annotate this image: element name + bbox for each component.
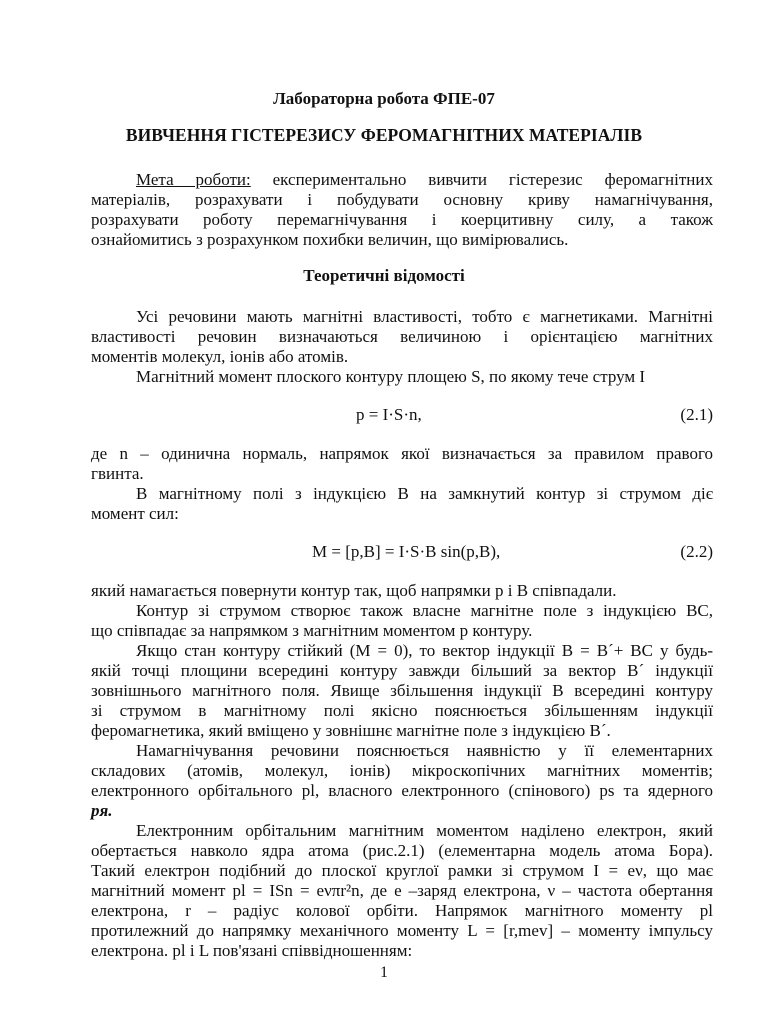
p3-line-1: В магнітному полі з індукцією B на замкнутий контур зі струмом діє: [136, 484, 713, 503]
p6-line-2: складових (атомів, молекул, іонів) мікроскопічних магнітних моментів;: [91, 761, 713, 780]
p1-line-2: властивості речовин визначаються величиною і орієнтацією магнітних: [91, 327, 713, 346]
after-eq1-line-1: де n – одинична нормаль, напрямок якої визначається за правилом правого: [91, 444, 713, 463]
aim-line-3: розрахувати роботу перемагнічування і коерцитивну силу, а також: [91, 210, 713, 229]
equation-2-2: M = [p,B] = I·S·B sin(p,B),: [312, 542, 501, 561]
p4-line-2: що співпадає за напрямком з магнітним моментом p контуру.: [91, 621, 533, 640]
p7-line-5: електрона, r – радіус колової орбіти. Напрямок магнітного моменту pl: [91, 901, 713, 920]
section-heading: Теоретичні відомості: [303, 266, 465, 285]
lab-title: Лабораторна робота ФПЕ-07: [273, 89, 495, 108]
aim-line-4: ознайомитись з розрахунком похибки величин, що вимірювались.: [91, 230, 569, 249]
p6-line-4: pя.: [91, 801, 113, 820]
p7-line-3: Такий електрон подібний до плоскої круглої рамки зі струмом I = eν, що має: [91, 861, 713, 880]
aim-line-2: матеріалів, розрахувати і побудувати основну криву намагнічування,: [91, 190, 713, 209]
after-eq1-line-2: гвинта.: [91, 464, 144, 483]
p1-line-1: Усі речовини мають магнітні властивості, тобто є магнетиками. Магнітні: [136, 307, 713, 326]
p5-line-4: зі струмом в магнітному полі якісно пояснюється збільшенням індукції: [91, 701, 713, 720]
aim-line-1: Мета роботи: експериментально вивчити гістерезис феромагнітних: [136, 170, 713, 189]
p5-line-2: якій точці площини всередині контуру завжди більший за вектор B´ індукції: [91, 661, 713, 680]
equation-2-1: p = I·S·n,: [356, 405, 422, 424]
p7-line-2: обертається навколо ядра атома (рис.2.1) (елементарна модель атома Бора).: [91, 841, 713, 860]
p1-line-3: моментів молекул, іонів або атомів.: [91, 347, 349, 366]
p2-line: Магнітний момент плоского контуру площею S, по якому тече струм I: [136, 367, 646, 386]
after-eq2-line: який намагається повернути контур так, щоб напрямки p і B співпадали.: [91, 581, 617, 600]
equation-2-1-number: (2.1): [680, 405, 713, 424]
aim-label: Мета роботи:: [136, 170, 251, 189]
p5-line-5: феромагнетика, який вміщено у зовнішнє магнітне поле з індукцією B´.: [91, 721, 611, 740]
equation-2-2-number: (2.2): [680, 542, 713, 561]
p6-line-3: електронного орбітального pl, власного електронного (спінового) ps та ядерного: [91, 781, 713, 800]
document-heading: ВИВЧЕННЯ ГІСТЕРЕЗИСУ ФЕРОМАГНІТНИХ МАТЕРІАЛІВ: [125, 125, 643, 145]
p7-line-7: електрона. pl і L пов'язані співвідношенням:: [91, 941, 413, 960]
p5-line-3: зовнішнього магнітного поля. Явище збільшення індукції B всередині контуру: [91, 681, 713, 700]
p3-line-2: момент сил:: [91, 504, 179, 523]
page-number: 1: [380, 964, 388, 981]
p4-line-1: Контур зі струмом створює також власне магнітне поле з індукцією BC,: [136, 601, 713, 620]
p7-line-4: магнітний момент pl = ISn = eνπr²n, де e –заряд електрона, ν – частота обертання: [91, 881, 713, 900]
p7-line-1: Електронним орбітальним магнітним моментом наділено електрон, який: [136, 821, 713, 840]
p5-line-1: Якщо стан контуру стійкий (M = 0), то вектор індукції B = B´+ BC у будь-: [136, 641, 713, 660]
p6-line-1: Намагнічування речовини пояснюється наявністю у її елементарних: [136, 741, 713, 760]
p7-line-6: протилежний до напрямку механічного моменту L = [r,mev] – моменту імпульсу: [91, 921, 713, 940]
